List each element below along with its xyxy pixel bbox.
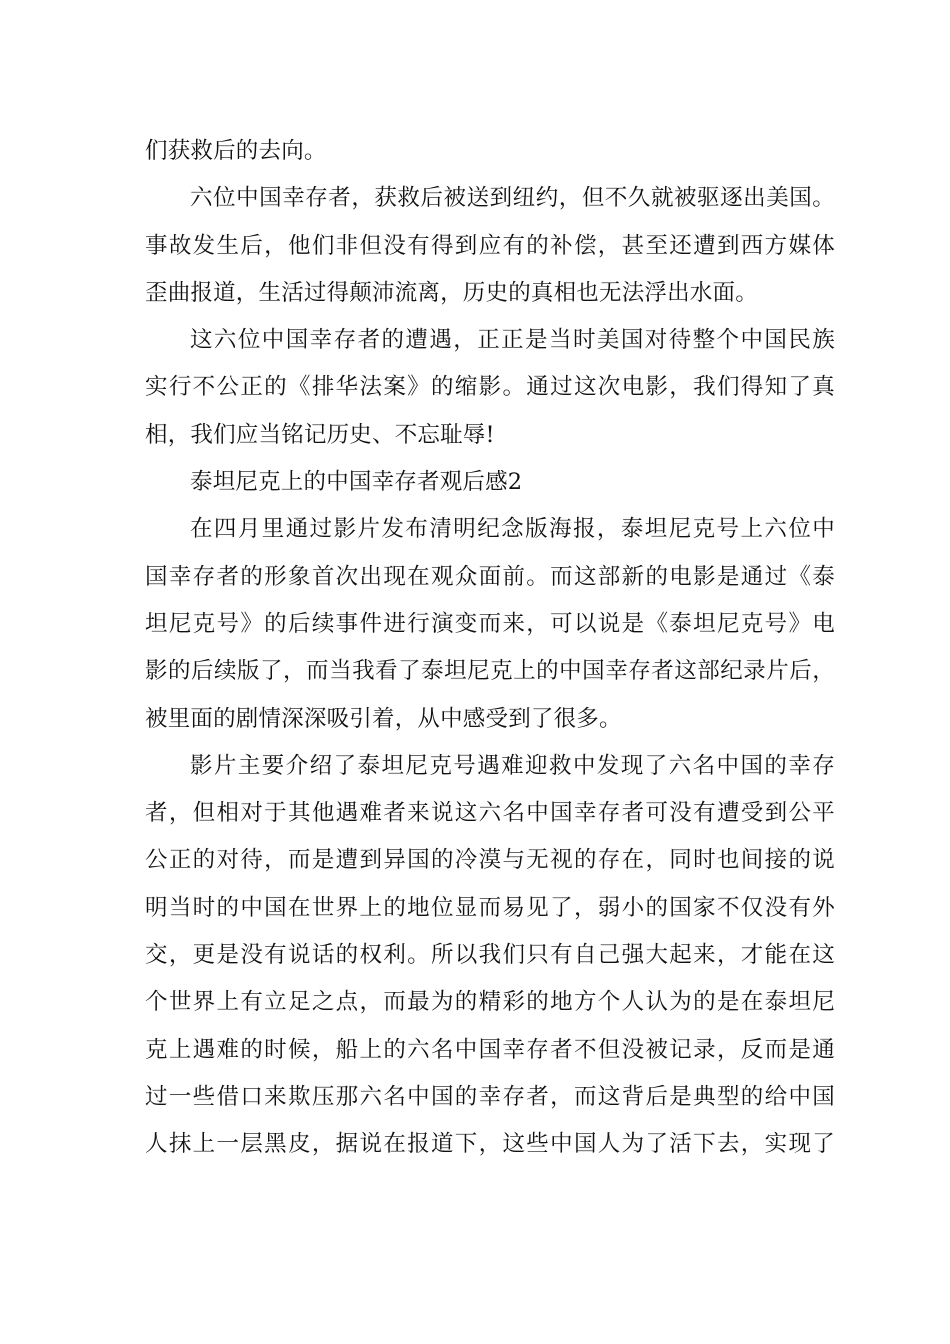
paragraph-line: 被里面的剧情深深吸引着，从中感受到了很多。 (145, 705, 622, 732)
paragraph-line: 个世界上有立足之点，而最为的精彩的地方个人认为的是在泰坦尼 (145, 989, 835, 1016)
paragraph-line: 人抹上一层黑皮，据说在报道下，这些中国人为了活下去，实现了 (145, 1131, 835, 1158)
paragraph-line: 者，但相对于其他遇难者来说这六名中国幸存者可没有遭受到公平 (145, 800, 835, 827)
paragraph-line: 明当时的中国在世界上的地位显而易见了，弱小的国家不仅没有外 (145, 894, 835, 921)
paragraph-line: 坦尼克号》的后续事件进行演变而来，可以说是《泰坦尼克号》电 (145, 610, 835, 637)
paragraph-line: 实行不公正的《排华法案》的缩影。通过这次电影，我们得知了真 (145, 374, 835, 401)
paragraph-line: 公正的对待，而是遭到异国的冷漠与无视的存在，同时也间接的说 (145, 847, 835, 874)
paragraph-line: 这六位中国幸存者的遭遇，正正是当时美国对待整个中国民族 (190, 327, 835, 354)
paragraph-line: 相，我们应当铭记历史、不忘耻辱! (145, 421, 495, 448)
paragraph-line: 歪曲报道，生活过得颠沛流离，历史的真相也无法浮出水面。 (145, 279, 758, 306)
paragraph-line: 克上遇难的时候，船上的六名中国幸存者不但没被记录，反而是通 (145, 1036, 835, 1063)
paragraph-line: 在四月里通过影片发布清明纪念版海报，泰坦尼克号上六位中 (190, 516, 835, 543)
paragraph-line: 事故发生后，他们非但没有得到应有的补偿，甚至还遭到西方媒体 (145, 232, 835, 259)
paragraph-line: 影片主要介绍了泰坦尼克号遇难迎救中发现了六名中国的幸存 (190, 752, 835, 779)
paragraph-line: 六位中国幸存者，获救后被送到纽约，但不久就被驱逐出美国。 (190, 185, 835, 212)
section-heading: 泰坦尼克上的中国幸存者观后感2 (190, 469, 523, 496)
paragraph-line: 影的后续版了，而当我看了泰坦尼克上的中国幸存者这部纪录片后， (145, 658, 835, 685)
paragraph-line: 们获救后的去向。 (145, 138, 327, 164)
paragraph-line: 交，更是没有说话的权利。所以我们只有自己强大起来，才能在这 (145, 942, 835, 969)
paragraph-line: 过一些借口来欺压那六名中国的幸存者，而这背后是典型的给中国 (145, 1083, 835, 1110)
paragraph-line: 国幸存者的形象首次出现在观众面前。而这部新的电影是通过《泰 (145, 563, 835, 590)
document-body (145, 128, 835, 1169)
